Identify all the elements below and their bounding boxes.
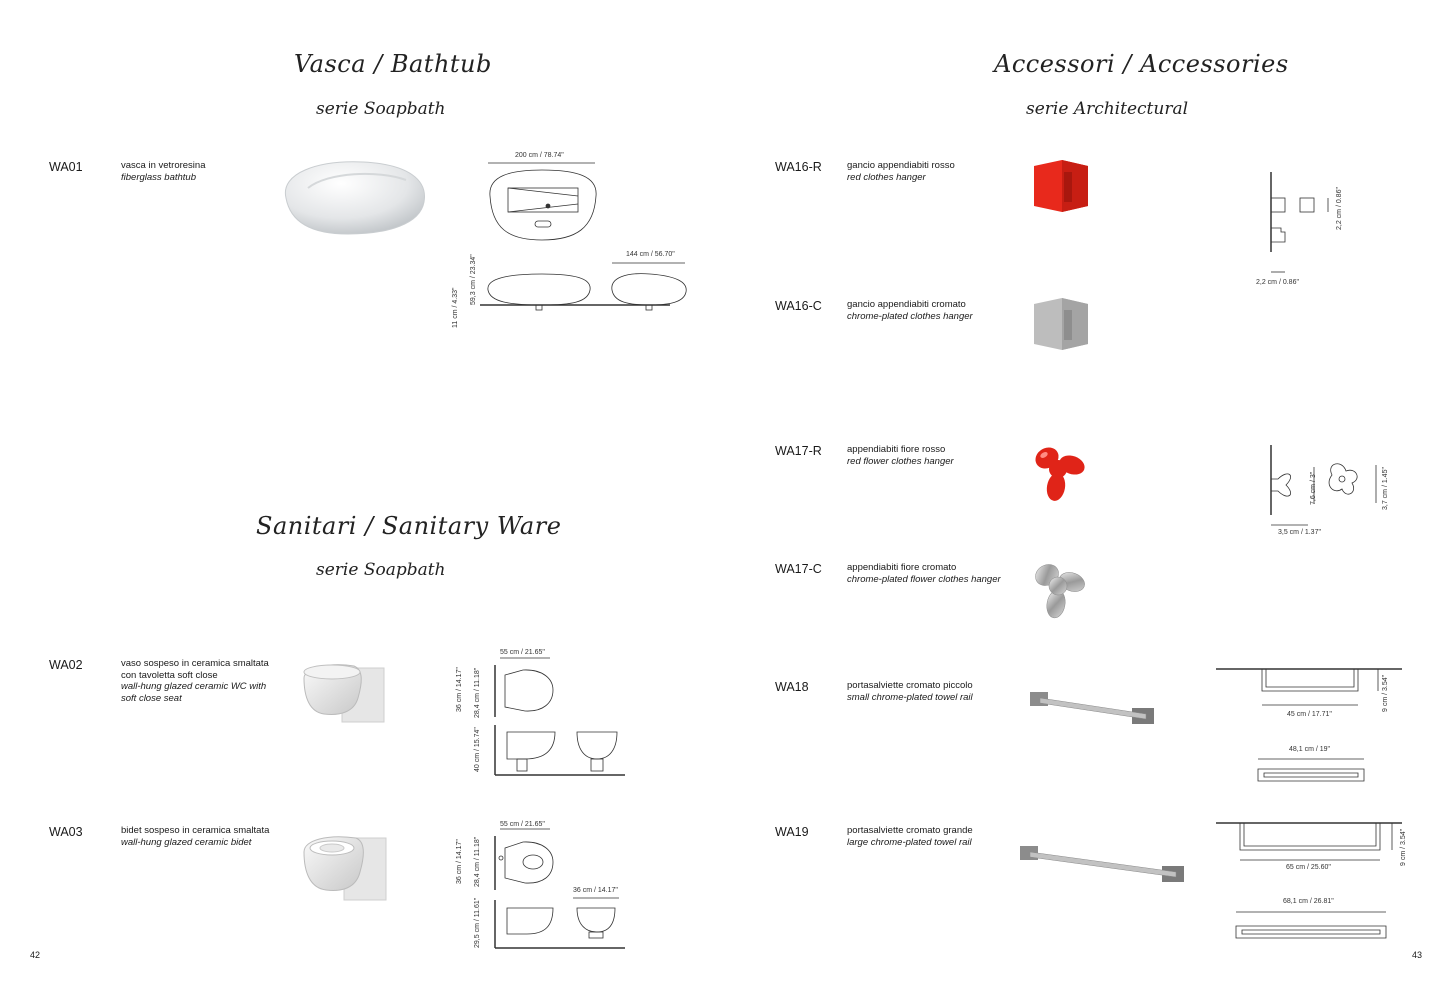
page-number-left: 42 xyxy=(30,950,41,960)
product-code-wa19: WA19 xyxy=(775,825,809,839)
red-hanger-photo xyxy=(1032,160,1092,212)
bidet-photo xyxy=(300,826,390,902)
large-towel-rail-photo xyxy=(1018,842,1188,886)
bathtub-section-title: Vasca / Bathtub xyxy=(294,50,492,78)
product-code-wa17-r: WA17-R xyxy=(775,444,822,458)
desc-italian: bidet sospeso in ceramica smaltata xyxy=(121,825,270,836)
desc-english: small chrome-plated towel rail xyxy=(847,691,973,703)
dim-wc-length: 55 cm / 21.65" xyxy=(500,649,545,656)
small-towel-rail-drawing xyxy=(1216,665,1406,785)
dim-wa17-width: 7,6 cm / 3" xyxy=(1310,471,1317,505)
dim-wa19-total: 68,1 cm / 26.81" xyxy=(1283,898,1334,905)
accessories-section-serie: serie Architectural xyxy=(1026,99,1189,119)
product-desc-wa16-c xyxy=(847,299,1027,322)
dim-bidet-depth: 36 cm / 14.17" xyxy=(573,887,618,894)
product-code-wa16-c: WA16-C xyxy=(775,299,822,313)
desc-english: chrome-plated flower clothes hanger xyxy=(847,573,1001,585)
desc-italian: appendiabiti fiore rosso xyxy=(847,444,946,455)
bathtub-section-serie: serie Soapbath xyxy=(316,99,446,119)
dim-bidet-bowl: 28,4 cm / 11.18" xyxy=(474,836,481,887)
product-desc-wa16-r xyxy=(847,160,1017,183)
dim-bidet-height: 29,5 cm / 11.61" xyxy=(474,897,481,948)
page-number-right: 43 xyxy=(1412,950,1423,960)
chrome-hanger-photo xyxy=(1032,298,1092,350)
dim-wa19-depth: 9 cm / 3.54" xyxy=(1400,828,1407,866)
sanitary-section-title: Sanitari / Sanitary Ware xyxy=(256,512,562,540)
product-code-wa16-r: WA16-R xyxy=(775,160,822,174)
dim-wa01-length: 200 cm / 78.74" xyxy=(515,152,564,159)
accessories-section-title: Accessori / Accessories xyxy=(994,50,1289,78)
dim-wc-seat: 28,4 cm / 11.18" xyxy=(474,667,481,718)
sanitary-section-serie: serie Soapbath xyxy=(316,560,446,580)
product-desc-wa02 xyxy=(121,658,276,704)
dim-wc-width: 36 cm / 14.17" xyxy=(456,667,463,712)
product-desc-wa17-r xyxy=(847,444,1017,467)
desc-italian: vaso sospeso in ceramica smaltata con tavoletta soft close xyxy=(121,658,269,681)
dim-wa17-depth: 3,5 cm / 1.37" xyxy=(1278,529,1321,536)
desc-english: red flower clothes hanger xyxy=(847,455,954,467)
dim-wa01-width: 144 cm / 56.70" xyxy=(626,251,675,258)
desc-english: chrome-plated clothes hanger xyxy=(847,310,973,322)
dim-wa16-depth: 2,2 cm / 0.86" xyxy=(1256,279,1299,286)
chrome-flower-hanger-photo xyxy=(1032,560,1088,620)
desc-english: wall-hung glazed ceramic bidet xyxy=(121,836,252,848)
product-code-wa01: WA01 xyxy=(49,160,83,174)
dim-wa18-depth: 9 cm / 3.54" xyxy=(1382,674,1389,712)
bathtub-photo xyxy=(278,158,428,236)
desc-italian: gancio appendiabiti cromato xyxy=(847,299,966,310)
desc-italian: gancio appendiabiti rosso xyxy=(847,160,955,171)
dim-wa17-height: 3,7 cm / 1.45" xyxy=(1382,467,1389,510)
product-code-wa18: WA18 xyxy=(775,680,809,694)
dim-wa18-total: 48,1 cm / 19" xyxy=(1289,746,1331,753)
dim-wa19-length: 65 cm / 25.60" xyxy=(1286,864,1331,871)
bathtub-drawing xyxy=(480,158,680,318)
product-code-wa17-c: WA17-C xyxy=(775,562,822,576)
product-desc-wa03 xyxy=(121,825,291,848)
desc-italian: portasalviette cromato grande xyxy=(847,825,973,836)
dim-bidet-length: 55 cm / 21.65" xyxy=(500,821,545,828)
product-desc-wa17-c xyxy=(847,562,1037,585)
desc-italian: portasalviette cromato piccolo xyxy=(847,680,973,691)
product-code-wa03: WA03 xyxy=(49,825,83,839)
product-desc-wa18 xyxy=(847,680,1017,703)
desc-italian: vasca in vetroresina xyxy=(121,160,206,171)
dim-wc-height: 40 cm / 15.74" xyxy=(474,727,481,772)
desc-english: red clothes hanger xyxy=(847,171,926,183)
dim-wa01-base: 11 cm / 4.33" xyxy=(452,287,459,328)
wc-drawing xyxy=(485,655,635,780)
desc-english: fiberglass bathtub xyxy=(121,171,196,183)
red-flower-hanger-photo xyxy=(1032,443,1088,503)
wc-photo xyxy=(300,658,388,724)
desc-english: large chrome-plated towel rail xyxy=(847,836,972,848)
dim-wa16-height: 2,2 cm / 0.86" xyxy=(1336,187,1343,230)
product-desc-wa19 xyxy=(847,825,1017,848)
dim-bidet-width: 36 cm / 14.17" xyxy=(456,839,463,884)
dim-wa01-height: 59,3 cm / 23.34" xyxy=(470,254,477,305)
dim-wa18-length: 45 cm / 17.71" xyxy=(1287,711,1332,718)
desc-italian: appendiabiti fiore cromato xyxy=(847,562,957,573)
desc-english: wall-hung glazed ceramic WC with soft close seat xyxy=(121,681,267,704)
large-towel-rail-drawing xyxy=(1216,818,1406,944)
flower-hanger-drawing xyxy=(1268,445,1378,535)
product-code-wa02: WA02 xyxy=(49,658,83,672)
small-towel-rail-photo xyxy=(1028,688,1158,728)
product-desc-wa01 xyxy=(121,160,271,183)
